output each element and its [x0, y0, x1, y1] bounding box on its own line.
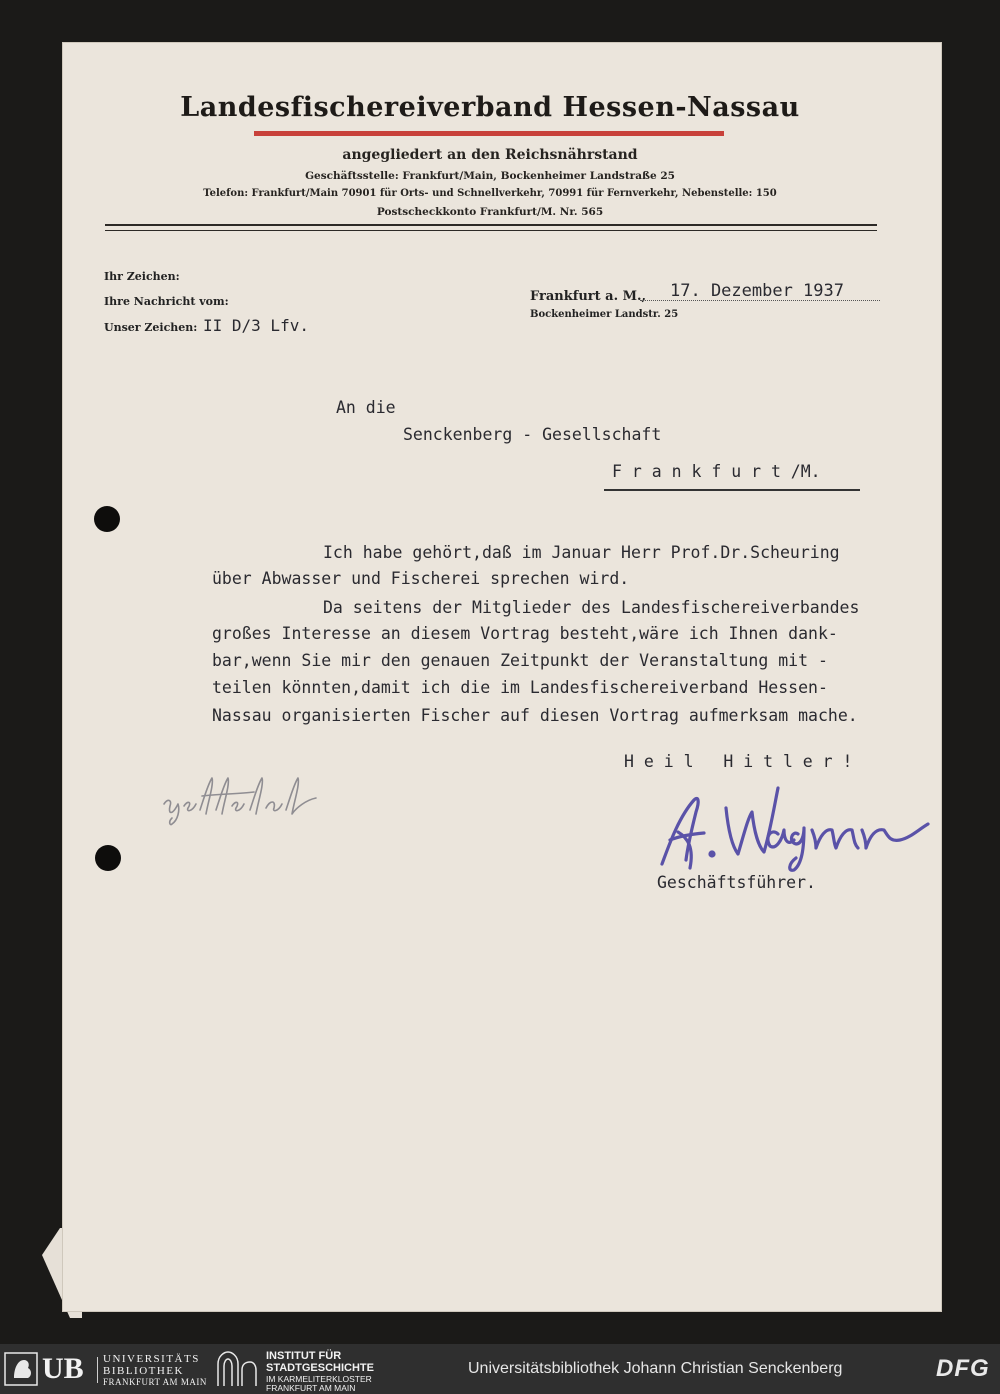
closing-greeting: H e i l H i t l e r !	[624, 752, 853, 771]
recipient-city: F r a n k f u r t /M.	[612, 462, 821, 481]
letterhead-office: Geschäftsstelle: Frankfurt/Main, Bockenheimer Landstraße 25	[305, 170, 675, 182]
your-sign-label: Ihr Zeichen:	[104, 270, 180, 283]
your-message-label: Ihre Nachricht vom:	[104, 295, 229, 308]
our-sign-value: II D/3 Lfv.	[203, 316, 309, 335]
footer-center-text: Universitätsbibliothek Johann Christian Senckenberg	[468, 1360, 843, 1377]
date-dotted-line	[640, 300, 880, 301]
ub-line-1: UNIVERSITÄTS	[103, 1353, 200, 1365]
body-line-1: Ich habe gehört,daß im Januar Herr Prof.Dr.Scheuring	[323, 543, 840, 562]
letterhead-title: Landesfischereiverband Hessen-Nassau	[180, 92, 800, 123]
pencil-margin-note	[158, 770, 323, 830]
ub-mark: UB	[42, 1352, 84, 1385]
recipient-line-1: An die	[336, 398, 396, 417]
our-sign-label: Unser Zeichen:	[104, 321, 198, 334]
signatory-role: Geschäftsführer.	[657, 873, 816, 892]
letterhead-red-rule	[254, 131, 724, 136]
body-line-5: bar,wenn Sie mir den genauen Zeitpunkt der Veranstaltung mit -	[212, 651, 828, 670]
letterhead-affiliation: angegliedert an den Reichsnährstand	[342, 147, 638, 163]
isg-line-4: FRANKFURT AM MAIN	[266, 1383, 356, 1393]
letter-date: 17. Dezember 1937	[670, 281, 844, 301]
place-label: Frankfurt a. M.,	[530, 289, 647, 304]
isg-line-2: STADTGESCHICHTE	[266, 1362, 374, 1374]
punch-hole-lower	[95, 845, 121, 871]
isg-arch-icon	[214, 1350, 258, 1388]
body-line-6: teilen könnten,damit ich die im Landesfischereiverband Hessen-	[212, 678, 828, 697]
isg-line-3: IM KARMELITERKLOSTER	[266, 1374, 372, 1384]
archive-footer	[0, 1344, 1000, 1394]
dfg-mark: DFG	[936, 1355, 990, 1382]
isg-line-1: INSTITUT FÜR	[266, 1350, 342, 1362]
body-line-7: Nassau organisierten Fischer auf diesen Vortrag aufmerksam mache.	[212, 706, 858, 725]
recipient-line-2: Senckenberg - Gesellschaft	[403, 425, 662, 444]
punch-hole-upper	[94, 506, 120, 532]
body-line-4: großes Interesse an diesem Vortrag besteht,wäre ich Ihnen dank-	[212, 624, 838, 643]
ub-line-2: BIBLIOTHEK	[103, 1365, 184, 1377]
handwritten-signature	[648, 778, 938, 874]
letterhead-giro: Postscheckkonto Frankfurt/M. Nr. 565	[376, 206, 604, 218]
letter-sheet	[62, 42, 942, 1312]
ub-line-3: FRANKFURT AM MAIN	[103, 1377, 207, 1387]
street-label: Bockenheimer Landstr. 25	[530, 309, 679, 320]
body-line-3: Da seitens der Mitglieder des Landesfischereiverbandes	[323, 598, 860, 617]
footer-divider	[97, 1357, 98, 1383]
body-line-2: über Abwasser und Fischerei sprechen wird.	[212, 569, 630, 588]
recipient-city-underline	[604, 489, 860, 491]
ub-emblem-icon	[4, 1352, 38, 1386]
letterhead-double-rule	[105, 224, 877, 231]
letterhead-phone: Telefon: Frankfurt/Main 70901 für Orts- und Schnellverkehr, 70991 für Fernverkehr, Nebenstelle: 150	[203, 188, 777, 199]
